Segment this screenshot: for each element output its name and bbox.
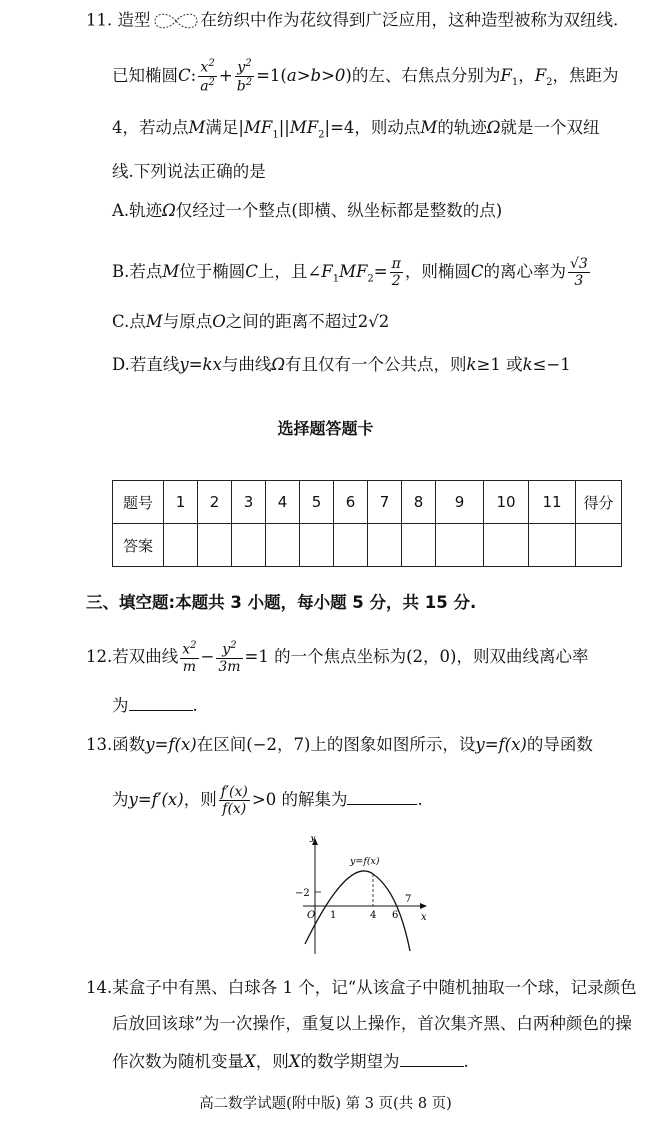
answer-cell[interactable] bbox=[266, 524, 300, 567]
function-expr: y=f(x) bbox=[145, 735, 197, 754]
option-text: B.若点 bbox=[112, 262, 163, 282]
segment-mf1: MF bbox=[243, 118, 273, 137]
q14-text: 某盒子中有黑、白球各 1 个，记“从该盒子中随机抽取一个球，记录颜色 bbox=[112, 978, 637, 997]
question-number-cell: 4 bbox=[266, 481, 300, 524]
label-1: 1 bbox=[330, 910, 337, 921]
point-m: M bbox=[188, 118, 206, 137]
ellipse-name: C bbox=[178, 65, 191, 85]
equals-sign: = bbox=[373, 262, 388, 282]
q12-text: 若双曲线 bbox=[112, 646, 179, 666]
question-number-cell: 7 bbox=[368, 481, 402, 524]
label-minus2: −2 bbox=[295, 888, 310, 899]
q11-text: 满足| bbox=[205, 118, 244, 137]
subscript: 1 bbox=[511, 77, 519, 89]
answer-cell[interactable] bbox=[368, 524, 402, 567]
exp-2: 2 bbox=[208, 76, 215, 88]
question-number-cell: 8 bbox=[402, 481, 436, 524]
answer-blank[interactable] bbox=[129, 696, 193, 711]
y-axis-label: y bbox=[310, 836, 316, 843]
q11-text: =1( bbox=[256, 65, 287, 85]
line-equation: y=kx bbox=[179, 355, 222, 374]
question-number-cell: 3 bbox=[232, 481, 266, 524]
q14-text: 作次数为随机变量 bbox=[112, 1052, 244, 1071]
answer-cell[interactable] bbox=[484, 524, 529, 567]
q11-text: ，焦距为 bbox=[552, 65, 619, 85]
q12-number: 12. bbox=[86, 646, 113, 666]
focus-f1: F bbox=[500, 65, 512, 85]
frac-den: 2 bbox=[391, 273, 401, 290]
fraction-x2-a2 bbox=[198, 58, 217, 95]
derivative-expr: y=f′(x) bbox=[128, 790, 184, 810]
row-label-number: 题号 bbox=[113, 481, 164, 524]
q14-line-2: 后放回该球”为一次操作，重复以上操作，首次集齐黑、白两种颜色的操 bbox=[112, 1014, 632, 1033]
function-expr: y=f(x) bbox=[475, 735, 527, 754]
q13-text: 为 bbox=[112, 790, 129, 810]
question-number-cell: 6 bbox=[334, 481, 368, 524]
fraction-y2-3m bbox=[216, 640, 242, 675]
score-cell[interactable] bbox=[576, 524, 622, 567]
frac-den: 3 bbox=[574, 273, 584, 290]
frac-den: m bbox=[182, 658, 197, 675]
subscript: 1 bbox=[272, 129, 279, 141]
origin-o: O bbox=[212, 312, 226, 331]
table-row bbox=[113, 481, 622, 524]
answer-cell[interactable] bbox=[300, 524, 334, 567]
answer-card-table bbox=[112, 480, 622, 567]
answer-cell[interactable] bbox=[436, 524, 484, 567]
option-text: D.若直线 bbox=[112, 355, 180, 374]
q14-line-1 bbox=[86, 980, 637, 997]
segment-mf2: MF bbox=[339, 262, 368, 282]
q13-line-2 bbox=[112, 784, 423, 817]
fraction-x2-m bbox=[180, 640, 198, 675]
minus-sign: − bbox=[200, 646, 215, 666]
option-text: 有且仅有一个公共点，则 bbox=[285, 355, 467, 374]
answer-blank[interactable] bbox=[347, 790, 417, 805]
focus-f1: F bbox=[321, 262, 333, 282]
q11-text: : bbox=[190, 65, 197, 85]
option-text: 上，且∠ bbox=[257, 262, 322, 282]
score-label: 得分 bbox=[576, 481, 622, 524]
option-text: ，则椭圆 bbox=[404, 262, 471, 282]
q14-line-3 bbox=[112, 1052, 469, 1071]
frac-num: f′(x) bbox=[220, 784, 248, 800]
exp-2: 2 bbox=[190, 640, 197, 651]
q11-option-a bbox=[112, 203, 502, 220]
question-number-cell: 10 bbox=[484, 481, 529, 524]
q12-text: . bbox=[192, 696, 198, 715]
q14-number: 14. bbox=[86, 978, 113, 997]
table-row bbox=[113, 524, 622, 567]
exp-2: 2 bbox=[208, 58, 215, 69]
q13-text: ，则 bbox=[183, 790, 217, 810]
answer-card-title: 选择题答题卡 bbox=[277, 419, 374, 438]
q13-line-1 bbox=[86, 737, 593, 754]
exp-2: 2 bbox=[245, 58, 252, 69]
curve-label: y=f(x) bbox=[350, 856, 380, 867]
subscript: 1 bbox=[332, 273, 340, 285]
q13-text: 的导函数 bbox=[526, 735, 593, 754]
q13-text: 在区间(−2，7)上的图象如图所示，设 bbox=[196, 735, 476, 754]
q11-text: ， bbox=[518, 65, 535, 85]
q12-text: 为 bbox=[112, 696, 129, 715]
var-x: X bbox=[244, 1052, 256, 1071]
segment-mf2: MF bbox=[289, 118, 319, 137]
q11-number: 11. bbox=[86, 10, 113, 30]
q11-text: 就是一个双纽 bbox=[500, 118, 600, 137]
frac-den: a bbox=[200, 78, 209, 95]
subscript: 2 bbox=[546, 77, 553, 89]
var-x: X bbox=[288, 1052, 301, 1071]
x-arrow-icon bbox=[420, 903, 427, 909]
q11-line-1 bbox=[86, 10, 618, 32]
frac-num: x bbox=[200, 59, 209, 76]
fraction-sqrt3-3 bbox=[568, 256, 590, 289]
q14-text: 的数学期望为 bbox=[300, 1052, 400, 1071]
origin-label: O bbox=[307, 910, 316, 921]
var-k: k bbox=[522, 355, 533, 374]
frac-den: f(x) bbox=[222, 801, 247, 818]
q11-text: 4，若动点 bbox=[112, 118, 189, 137]
q11-text: )的左、右焦点分别为 bbox=[345, 65, 501, 85]
point-m: M bbox=[420, 118, 438, 137]
answer-cell[interactable] bbox=[402, 524, 436, 567]
q11-line-4: 线.下列说法正确的是 bbox=[112, 162, 266, 181]
q12-line-1 bbox=[86, 640, 589, 675]
q13-text: 函数 bbox=[112, 735, 146, 754]
q11-text: 在纺织中作为花纹得到广泛应用，这种造型被称为双纽线. bbox=[200, 10, 619, 30]
q11-option-b bbox=[112, 256, 592, 289]
curve-omega: Ω bbox=[486, 118, 501, 137]
q13-text: >0 的解集为 bbox=[251, 790, 348, 810]
focus-f2: F bbox=[534, 65, 547, 85]
label-6: 6 bbox=[392, 910, 399, 921]
q11-text: 已知椭圆 bbox=[112, 65, 178, 85]
option-text: 之间的距离不超过 bbox=[225, 312, 358, 331]
option-text: ≥1 或 bbox=[476, 355, 523, 374]
q14-text: ，则 bbox=[255, 1052, 289, 1071]
answer-cell[interactable] bbox=[232, 524, 266, 567]
q13-text: . bbox=[417, 790, 423, 810]
curve-omega: Ω bbox=[162, 201, 176, 220]
page-footer: 高二数学试题(附中版) 第 3 页(共 8 页) bbox=[199, 1096, 452, 1112]
subscript: 2 bbox=[318, 129, 325, 141]
answer-cell[interactable] bbox=[198, 524, 232, 567]
fraction-pi-2 bbox=[390, 256, 403, 289]
point-m: M bbox=[162, 262, 180, 282]
q11-text: || bbox=[278, 118, 290, 137]
var-k: k bbox=[466, 355, 477, 374]
plus-sign: + bbox=[218, 65, 233, 85]
q11-option-d bbox=[112, 357, 571, 374]
option-text: C.点 bbox=[112, 312, 146, 331]
q11-text: 的轨迹 bbox=[437, 118, 487, 137]
question-number-cell: 11 bbox=[529, 481, 576, 524]
question-number-cell: 5 bbox=[300, 481, 334, 524]
q11-text: |=4，则动点 bbox=[324, 118, 421, 137]
fraction-derivative bbox=[219, 784, 250, 817]
option-text: A.轨迹 bbox=[112, 201, 163, 220]
ellipse-name: C bbox=[470, 262, 484, 282]
q13-number: 13. bbox=[86, 735, 113, 754]
label-7: 7 bbox=[405, 894, 412, 905]
answer-cell[interactable] bbox=[164, 524, 198, 567]
frac-num: y bbox=[222, 641, 231, 658]
answer-cell[interactable] bbox=[529, 524, 576, 567]
q11-text: 造型 bbox=[117, 10, 151, 30]
x-axis-label: x bbox=[421, 912, 427, 923]
fraction-y2-b2 bbox=[235, 58, 254, 95]
option-text: 位于椭圆 bbox=[179, 262, 246, 282]
exp-2: 2 bbox=[230, 640, 237, 651]
option-text: 与原点 bbox=[162, 312, 213, 331]
answer-blank[interactable] bbox=[400, 1052, 464, 1067]
question-number-cell: 9 bbox=[436, 481, 484, 524]
frac-num: y bbox=[237, 59, 246, 76]
point-m: M bbox=[145, 312, 163, 331]
q11-line-2 bbox=[112, 58, 619, 95]
option-text: 与曲线 bbox=[221, 355, 272, 374]
frac-den: 3m bbox=[218, 658, 241, 675]
condition: a>b>0 bbox=[286, 65, 346, 85]
answer-cell[interactable] bbox=[334, 524, 368, 567]
q11-line-3 bbox=[112, 120, 600, 140]
option-text: 仅经过一个整点(即横、纵坐标都是整数的点) bbox=[175, 201, 503, 220]
lemniscate-icon bbox=[151, 10, 201, 32]
ellipse-name: C bbox=[245, 262, 258, 282]
q11-option-c bbox=[112, 314, 389, 331]
section-3-heading: 三、填空题:本题共 3 小题，每小题 5 分，共 15 分. bbox=[86, 593, 477, 612]
frac-num: √3 bbox=[569, 256, 588, 272]
label-4: 4 bbox=[370, 910, 377, 921]
curve-omega: Ω bbox=[271, 355, 286, 374]
option-text: ≤−1 bbox=[532, 355, 571, 374]
question-number-cell: 1 bbox=[164, 481, 198, 524]
distance-value: 2√2 bbox=[357, 312, 390, 331]
question-number-cell: 2 bbox=[198, 481, 232, 524]
q14-text: . bbox=[463, 1052, 469, 1071]
q12-line-2 bbox=[112, 696, 198, 715]
frac-num: π bbox=[391, 256, 401, 272]
frac-den: b bbox=[236, 78, 246, 95]
function-graph bbox=[293, 836, 433, 956]
exp-2: 2 bbox=[245, 76, 253, 88]
row-label-answer: 答案 bbox=[113, 524, 164, 567]
frac-num: x bbox=[182, 641, 191, 658]
subscript: 2 bbox=[367, 273, 374, 285]
option-text: 的离心率为 bbox=[483, 262, 566, 282]
q12-text: =1 的一个焦点坐标为(2，0)，则双曲线离心率 bbox=[244, 646, 589, 666]
